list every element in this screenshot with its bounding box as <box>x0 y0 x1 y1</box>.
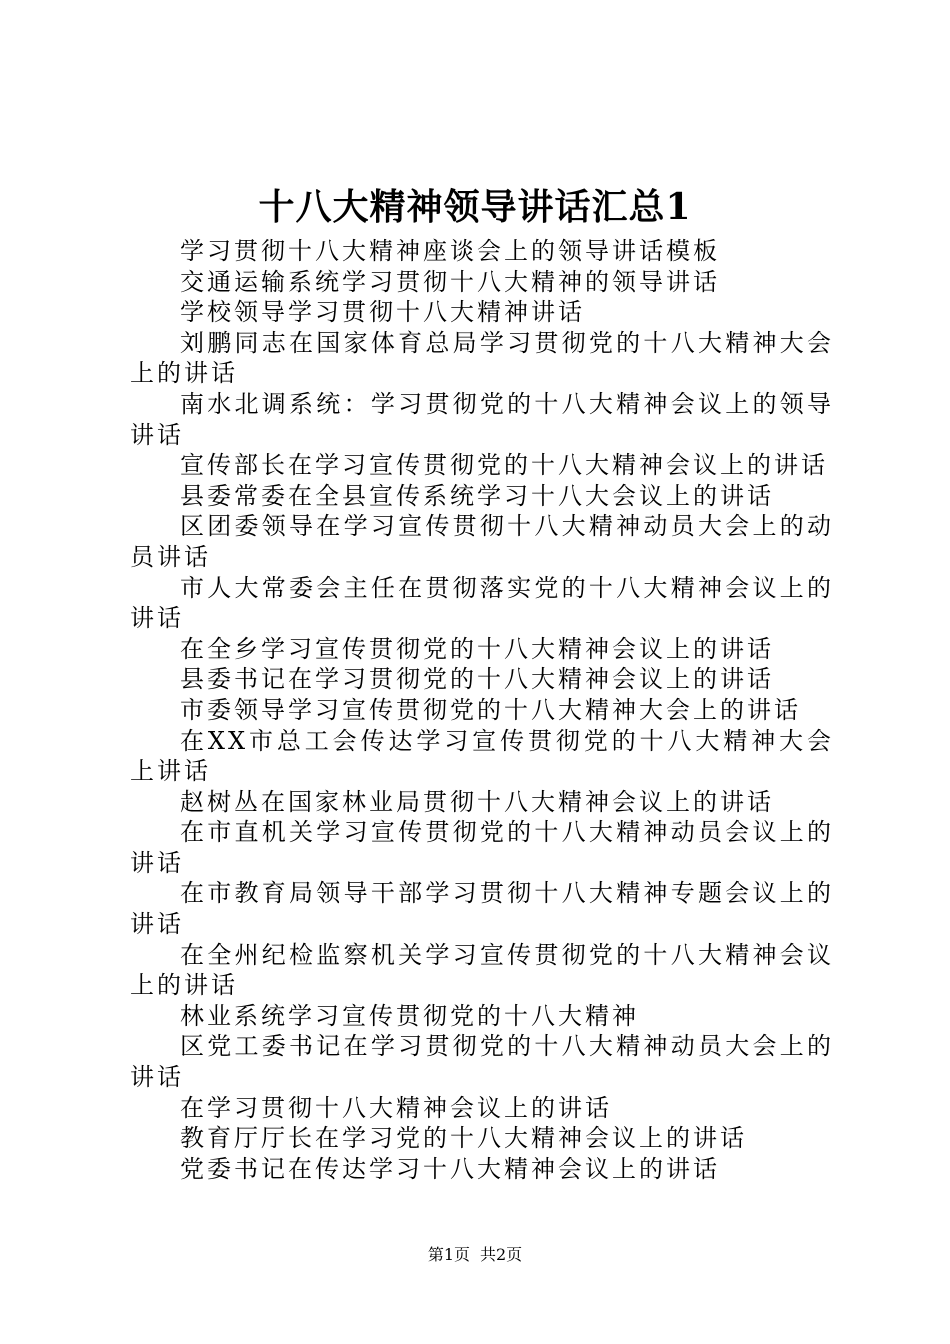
list-item: 党委书记在传达学习十八大精神会议上的讲话 <box>180 1154 720 1183</box>
list-item: 在全乡学习宣传贯彻党的十八大精神会议上的讲话 <box>180 634 774 663</box>
list-item: 交通运输系统学习贯彻十八大精神的领导讲话 <box>180 267 720 296</box>
list-item: 刘鹏同志在国家体育总局学习贯彻党的十八大精神大会上的讲话 <box>130 328 834 388</box>
list-item: 市人大常委会主任在贯彻落实党的十八大精神会议上的讲话 <box>130 573 834 633</box>
list-item: 市委领导学习宣传贯彻党的十八大精神大会上的讲话 <box>180 695 801 724</box>
list-item: 南水北调系统：学习贯彻党的十八大精神会议上的领导讲话 <box>130 389 834 449</box>
list-item: 在市教育局领导干部学习贯彻十八大精神专题会议上的讲话 <box>130 879 834 939</box>
list-item: 区党工委书记在学习贯彻党的十八大精神动员大会上的讲话 <box>130 1032 834 1092</box>
list-item: 在全州纪检监察机关学习宣传贯彻党的十八大精神会议上的讲话 <box>130 940 834 1000</box>
list-item: 在学习贯彻十八大精神会议上的讲话 <box>180 1093 612 1122</box>
page-footer <box>0 1245 950 1265</box>
page-number: 第1页 <box>427 1245 470 1264</box>
document-title: 十八大精神领导讲话汇总1 <box>258 186 692 228</box>
list-item: 在市直机关学习宣传贯彻党的十八大精神动员会议上的讲话 <box>130 818 834 877</box>
list-item: 林业系统学习宣传贯彻党的十八大精神 <box>180 1001 639 1030</box>
list-item: 宣传部长在学习宣传贯彻党的十八大精神会议上的讲话 <box>180 451 828 480</box>
page-total: 共2页 <box>480 1245 523 1264</box>
list-item: 教育厅厅长在学习党的十八大精神会议上的讲话 <box>180 1124 747 1153</box>
speech-list <box>130 236 834 1184</box>
list-item: 学校领导学习贯彻十八大精神讲话 <box>180 298 585 327</box>
list-item: 区团委领导在学习宣传贯彻十八大精神动员大会上的动员讲话 <box>130 512 834 571</box>
list-item: 在XX市总工会传达学习宣传贯彻党的十八大精神大会上讲话 <box>130 726 834 786</box>
list-item: 县委常委在全县宣传系统学习十八大会议上的讲话 <box>180 481 774 510</box>
list-item: 学习贯彻十八大精神座谈会上的领导讲话模板 <box>180 237 720 265</box>
list-item: 县委书记在学习贯彻党的十八大精神会议上的讲话 <box>180 665 774 694</box>
list-item: 赵树丛在国家林业局贯彻十八大精神会议上的讲话 <box>180 787 774 816</box>
